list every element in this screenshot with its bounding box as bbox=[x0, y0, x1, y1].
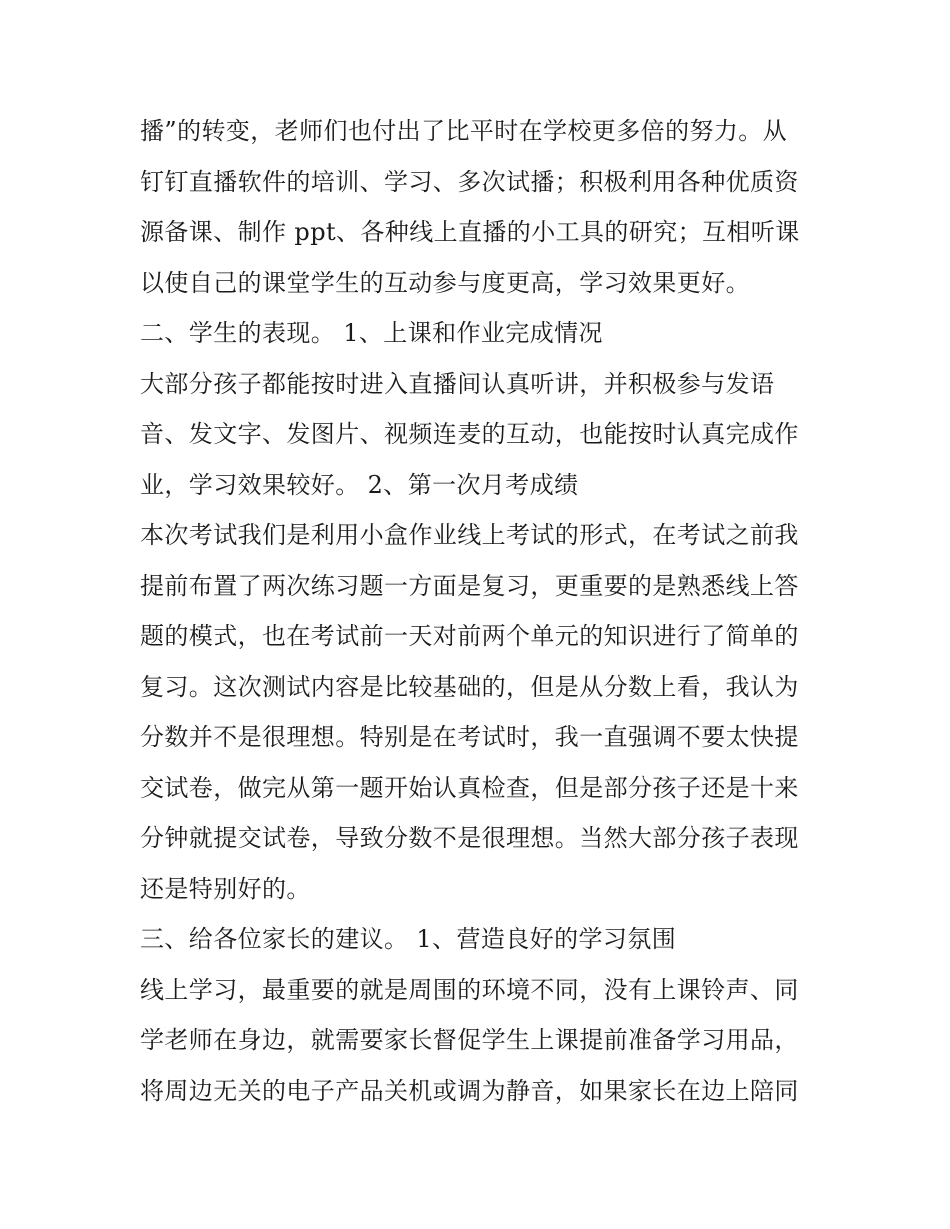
text-line: 以使自己的课堂学生的互动参与度更高，学习效果更好。 bbox=[140, 268, 750, 297]
section-heading-student-performance: 二、学生的表现。 1、上课和作业完成情况 bbox=[140, 319, 603, 347]
text-line: 将周边无关的电子产品关机或调为静音，如果家长在边上陪同 bbox=[140, 1076, 799, 1105]
text-line: 本次考试我们是利用小盒作业线上考试的形式，在考试之前我 bbox=[140, 521, 799, 549]
text-line: 学老师在身边，就需要家长督促学生上课提前准备学习用品， bbox=[140, 1026, 799, 1054]
text-line: 大部分孩子都能按时进入直播间认真听讲，并积极参与发语 bbox=[140, 369, 775, 398]
section-heading-parent-suggestions: 三、给各位家长的建议。 1、营造良好的学习氛围 bbox=[140, 925, 677, 953]
text-line: 复习。这次测试内容是比较基础的，但是从分数上看，我认为 bbox=[140, 672, 799, 701]
text-line: 还是特别好的。 bbox=[140, 874, 311, 903]
text-line: 源备课、制作 ppt、各种线上直播的小工具的研究；互相听课 bbox=[140, 218, 800, 246]
text-line: 音、发文字、发图片、视频连麦的互动，也能按时认真完成作 bbox=[140, 420, 799, 448]
text-line: 题的模式，也在考试前一天对前两个单元的知识进行了简单的 bbox=[140, 622, 799, 650]
text-line: 分数并不是很理想。特别是在考试时，我一直强调不要太快提 bbox=[140, 723, 799, 751]
text-line: 提前布置了两次练习题一方面是复习，更重要的是熟悉线上答 bbox=[140, 571, 799, 600]
text-line: 播”的转变，老师们也付出了比平时在学校更多倍的努力。从 bbox=[140, 117, 788, 145]
text-line: 线上学习，最重要的就是周围的环境不同，没有上课铃声、同 bbox=[140, 975, 799, 1004]
document-body bbox=[140, 106, 830, 1116]
text-line: 业，学习效果较好。 2、第一次月考成绩 bbox=[140, 470, 579, 499]
text-line: 分钟就提交试卷，导致分数不是很理想。当然大部分孩子表现 bbox=[140, 824, 799, 852]
text-line: 交试卷，做完从第一题开始认真检查，但是部分孩子还是十来 bbox=[140, 773, 799, 802]
text-line: 钉钉直播软件的培训、学习、多次试播；积极利用各种优质资 bbox=[140, 167, 799, 196]
